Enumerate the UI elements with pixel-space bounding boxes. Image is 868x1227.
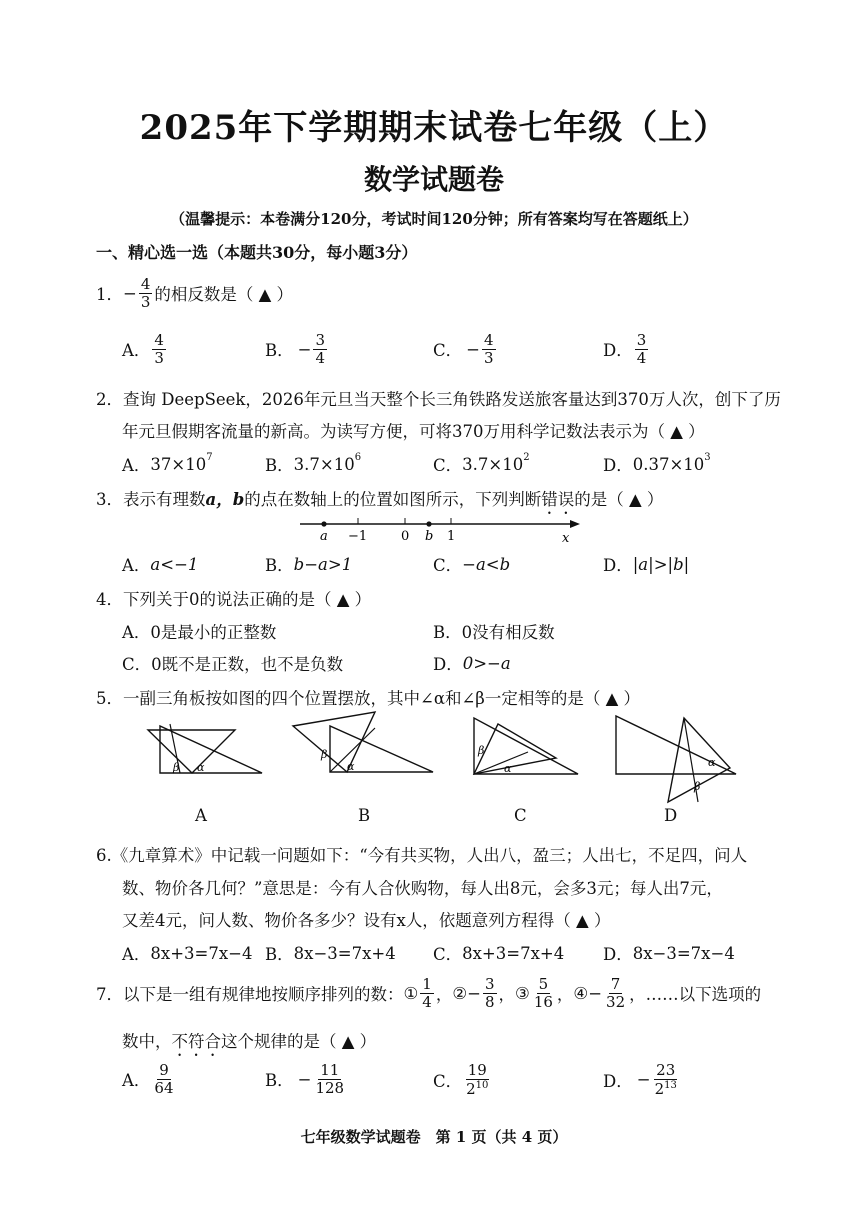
figure-c — [468, 712, 583, 778]
axis-arrow — [570, 520, 580, 528]
q7-seq-fraction — [483, 976, 497, 1010]
q7-seq-sign: − — [467, 983, 481, 1003]
q7-seq-den: 8 — [484, 992, 495, 1011]
fig-a-alpha: α — [197, 761, 205, 774]
fig-b-triangle-2 — [330, 726, 433, 772]
q2-option-b — [265, 452, 361, 476]
question-1 — [96, 276, 293, 310]
option-num: 23 — [656, 1061, 676, 1079]
option-label: B． — [265, 456, 294, 475]
option-den: 4 — [636, 348, 647, 367]
q3-middle: 的点在数轴上的位置如图所示，下列判断 — [244, 490, 542, 509]
q7-seq-fraction — [604, 976, 627, 1010]
q7-seq-sign: − — [588, 983, 603, 1003]
option-base: 3.7×10 — [293, 454, 355, 474]
option-label: A． — [122, 456, 151, 475]
option-label: C． — [433, 1071, 463, 1091]
q7-option-b — [265, 1062, 348, 1096]
point-a — [321, 521, 326, 526]
q4-option-c — [122, 651, 343, 675]
option-label: D． — [603, 456, 633, 475]
q1-num: 4 — [140, 275, 151, 293]
q7-prefix: 7．以下是一组有规律地按顺序排列的数： — [96, 985, 404, 1004]
option-label: D． — [603, 1071, 633, 1091]
option-exp: 7 — [206, 452, 213, 463]
option-sign: − — [466, 339, 480, 359]
q7-line2-post: 这个规律的是（ ▲ ） — [221, 1032, 377, 1051]
q4-option-a — [122, 619, 276, 643]
q7-seq-mark: ① — [403, 983, 419, 1003]
q3-suffix: 的是（ ▲ ） — [574, 490, 664, 509]
q6-line-2: 数、物价各几何？”意思是：今有人合伙购物，每人出8元，会多3元；每人出7元， — [122, 879, 723, 898]
q1-option-b — [265, 332, 329, 366]
option-den-exp: 13 — [664, 1079, 677, 1091]
label-minus-one: −1 — [348, 529, 368, 544]
q7-seq-den: 16 — [533, 992, 553, 1011]
q3-option-d — [603, 552, 689, 576]
q6-option-d — [603, 941, 735, 965]
option-num: 3 — [636, 331, 647, 349]
option-den: 128 — [315, 1078, 345, 1097]
point-b — [426, 521, 431, 526]
label-a: a — [320, 529, 328, 544]
q7-suffix: ，……以下选项的 — [629, 985, 762, 1004]
option-sign: − — [297, 339, 312, 359]
option-den: 3 — [483, 348, 494, 367]
fig-c-triangle-2 — [474, 724, 556, 774]
q7-option-d — [603, 1062, 681, 1097]
option-label: A． — [122, 556, 151, 575]
option-label: B． — [265, 1071, 294, 1090]
figure-b — [285, 708, 440, 778]
figure-a — [140, 720, 270, 780]
exam-subtitle: 数学试题卷 — [363, 163, 504, 196]
fig-c-alpha: α — [504, 762, 512, 775]
q6-line-1: 6.《九章算术》中记载一问题如下：“今有共买物，人出八，盈三；人出七，不足四，问人 — [96, 846, 748, 865]
q7-line-2 — [122, 1028, 376, 1060]
q1-option-d — [603, 332, 650, 366]
question-4: 4．下列关于0的说法正确的是（ ▲ ） — [96, 590, 372, 609]
q7-seq-den: 4 — [422, 992, 432, 1011]
q1-den: 3 — [140, 292, 151, 311]
option-base: 37×10 — [150, 454, 207, 474]
q7-seq-fraction — [532, 976, 555, 1010]
q3-option-c — [433, 552, 510, 576]
q4-option-b — [433, 619, 555, 643]
figure-label-c: C — [514, 806, 527, 825]
option-text: 8x−3=7x−4 — [632, 943, 735, 963]
q3-option-b — [265, 552, 352, 576]
fig-c-triangle-1 — [474, 718, 578, 774]
option-text: a<−1 — [150, 554, 199, 574]
option-fraction — [152, 1062, 175, 1096]
option-num: 9 — [159, 1061, 169, 1079]
option-text: 8x+3=7x+4 — [462, 943, 565, 963]
q7-seq-mark: ③ — [515, 983, 530, 1003]
option-fraction — [653, 1062, 679, 1097]
option-label: B． — [433, 623, 462, 642]
q7-seq-num: 7 — [610, 975, 621, 993]
q6-option-c — [433, 941, 564, 965]
figure-d — [612, 710, 740, 806]
q7-sep: ， — [498, 985, 516, 1004]
option-num: 19 — [467, 1061, 487, 1079]
option-num: 3 — [315, 331, 326, 349]
option-text: 8x+3=7x−4 — [150, 943, 253, 963]
option-exp: 6 — [354, 452, 362, 463]
figure-label-b: B — [358, 806, 371, 825]
option-num: 11 — [320, 1061, 340, 1079]
option-fraction — [152, 332, 166, 366]
q7-option-c — [433, 1062, 492, 1097]
q7-seq-num: 5 — [538, 975, 549, 993]
option-fraction — [313, 1062, 346, 1096]
q7-sep: ， — [556, 985, 574, 1004]
q7-seq-den: 32 — [606, 992, 626, 1011]
option-label: A． — [122, 623, 151, 642]
q2-option-a — [122, 452, 213, 476]
option-label: B． — [265, 556, 294, 575]
option-den — [464, 1080, 490, 1098]
option-label: A． — [122, 945, 151, 964]
page-footer: 七年级数学试题卷 第 1 页（共 4 页） — [300, 1128, 568, 1146]
option-label: A． — [122, 341, 151, 360]
fig-b-beta: β — [321, 748, 328, 761]
option-num: 4 — [154, 331, 164, 349]
q7-option-a — [122, 1062, 178, 1096]
fig-a-beta: β — [173, 761, 180, 774]
q6-option-a — [122, 941, 253, 965]
q2-option-c — [433, 452, 530, 476]
section-heading: 一、精心选一选（本题共30分，每小题3分） — [96, 243, 418, 262]
fig-c-beta: β — [478, 744, 485, 757]
option-exp: 3 — [704, 452, 711, 463]
label-zero: 0 — [401, 529, 410, 544]
option-text: −a<b — [462, 554, 511, 574]
option-den — [653, 1080, 679, 1098]
option-label: C． — [433, 341, 463, 360]
option-fraction — [313, 332, 327, 366]
figure-label-d: D — [664, 806, 678, 825]
option-base: 3.7×10 — [462, 454, 524, 474]
q6-option-b — [265, 941, 396, 965]
question-7 — [96, 976, 761, 1010]
label-x: x — [562, 531, 570, 546]
q7-line2-pre: 数中， — [122, 1032, 172, 1051]
q2-line-2: 年元旦假期客流量的新高。为读写方便，可将370万用科学记数法表示为（ ▲ ） — [122, 422, 705, 441]
option-fraction — [464, 1062, 490, 1097]
option-base: 0.37×10 — [632, 454, 705, 474]
option-den-exp: 10 — [475, 1079, 489, 1091]
q1-option-c — [433, 332, 498, 366]
option-label: C． — [433, 556, 463, 575]
fig-d-beta: β — [694, 780, 701, 793]
q7-sep: ， — [435, 985, 453, 1004]
q1-fraction — [139, 276, 153, 310]
option-text: 8x−3=7x+4 — [293, 943, 396, 963]
option-label: C． — [122, 655, 152, 674]
figure-label-a: A — [195, 806, 207, 825]
option-label: C． — [433, 456, 463, 475]
option-label: C． — [433, 945, 463, 964]
q1-text: 的相反数是（ ▲ ） — [154, 285, 294, 304]
q3-vars: a，b — [205, 490, 245, 509]
q7-line2-emphasis: 不符合 — [171, 1032, 221, 1051]
option-fraction — [635, 332, 649, 366]
fig-d-triangle-1 — [616, 716, 736, 774]
q1-number: 1． — [96, 285, 123, 304]
option-den: 4 — [315, 348, 326, 367]
q7-seq-mark: ④ — [573, 983, 589, 1003]
option-den: 64 — [154, 1078, 174, 1097]
fig-d-alpha: α — [708, 756, 716, 769]
number-line-figure — [296, 512, 586, 548]
option-label: A． — [122, 1071, 151, 1090]
q7-seq-num: 3 — [484, 975, 495, 993]
q1-option-a — [122, 332, 168, 366]
option-text: b−a>1 — [293, 554, 353, 574]
question-5: 5．一副三角板按如图的四个位置摆放，其中∠α和∠β一定相等的是（ ▲ ） — [96, 689, 641, 708]
label-one: 1 — [447, 529, 456, 544]
option-den-base: 2 — [654, 1079, 665, 1098]
option-label: D． — [603, 556, 633, 575]
fig-a-triangle-1 — [148, 730, 235, 773]
option-text: 0既不是正数，也不是负数 — [151, 655, 344, 674]
q6-line-3: 又差4元，问人数、物价各多少？设有x人，依题意列方程得（ ▲ ） — [122, 911, 611, 930]
option-label: B． — [265, 945, 294, 964]
q1-sign: − — [123, 283, 137, 303]
option-label: B． — [265, 341, 294, 360]
option-label: D． — [603, 945, 633, 964]
option-text: 0是最小的正整数 — [150, 623, 277, 642]
option-label: D． — [603, 341, 633, 360]
option-text: 0没有相反数 — [461, 623, 555, 642]
q2-option-d — [603, 452, 711, 476]
option-text: |a|>|b| — [632, 554, 690, 574]
option-sign: − — [297, 1069, 312, 1089]
q7-seq-mark: ② — [452, 983, 468, 1003]
q3-prefix: 3．表示有理数 — [96, 490, 206, 509]
label-b: b — [425, 529, 434, 544]
q7-seq-num: 1 — [422, 975, 432, 993]
q2-line-1: 2．查询 DeepSeek，2026年元旦当天整个长三角铁路发送旅客量达到370万人次，创下了历 — [96, 390, 781, 409]
option-text: 0>−a — [462, 653, 511, 673]
fig-b-alpha: α — [347, 760, 355, 773]
option-fraction — [482, 332, 496, 366]
option-label: D． — [433, 655, 463, 674]
option-den-base: 2 — [466, 1079, 476, 1098]
q4-option-d — [433, 651, 511, 675]
exam-note: （温馨提示：本卷满分120分，考试时间120分钟；所有答案均写在答题纸上） — [170, 210, 698, 228]
option-exp: 2 — [523, 452, 530, 463]
q7-seq-fraction — [420, 976, 434, 1010]
q3-option-a — [122, 552, 198, 576]
option-den: 3 — [154, 348, 164, 367]
exam-title: 2025年下学期期末试卷七年级（上） — [139, 108, 729, 148]
option-num: 4 — [483, 331, 494, 349]
fig-b-triangle-1 — [293, 712, 375, 772]
option-sign: − — [636, 1070, 651, 1089]
q3-emphasis: 错误 — [541, 490, 575, 509]
